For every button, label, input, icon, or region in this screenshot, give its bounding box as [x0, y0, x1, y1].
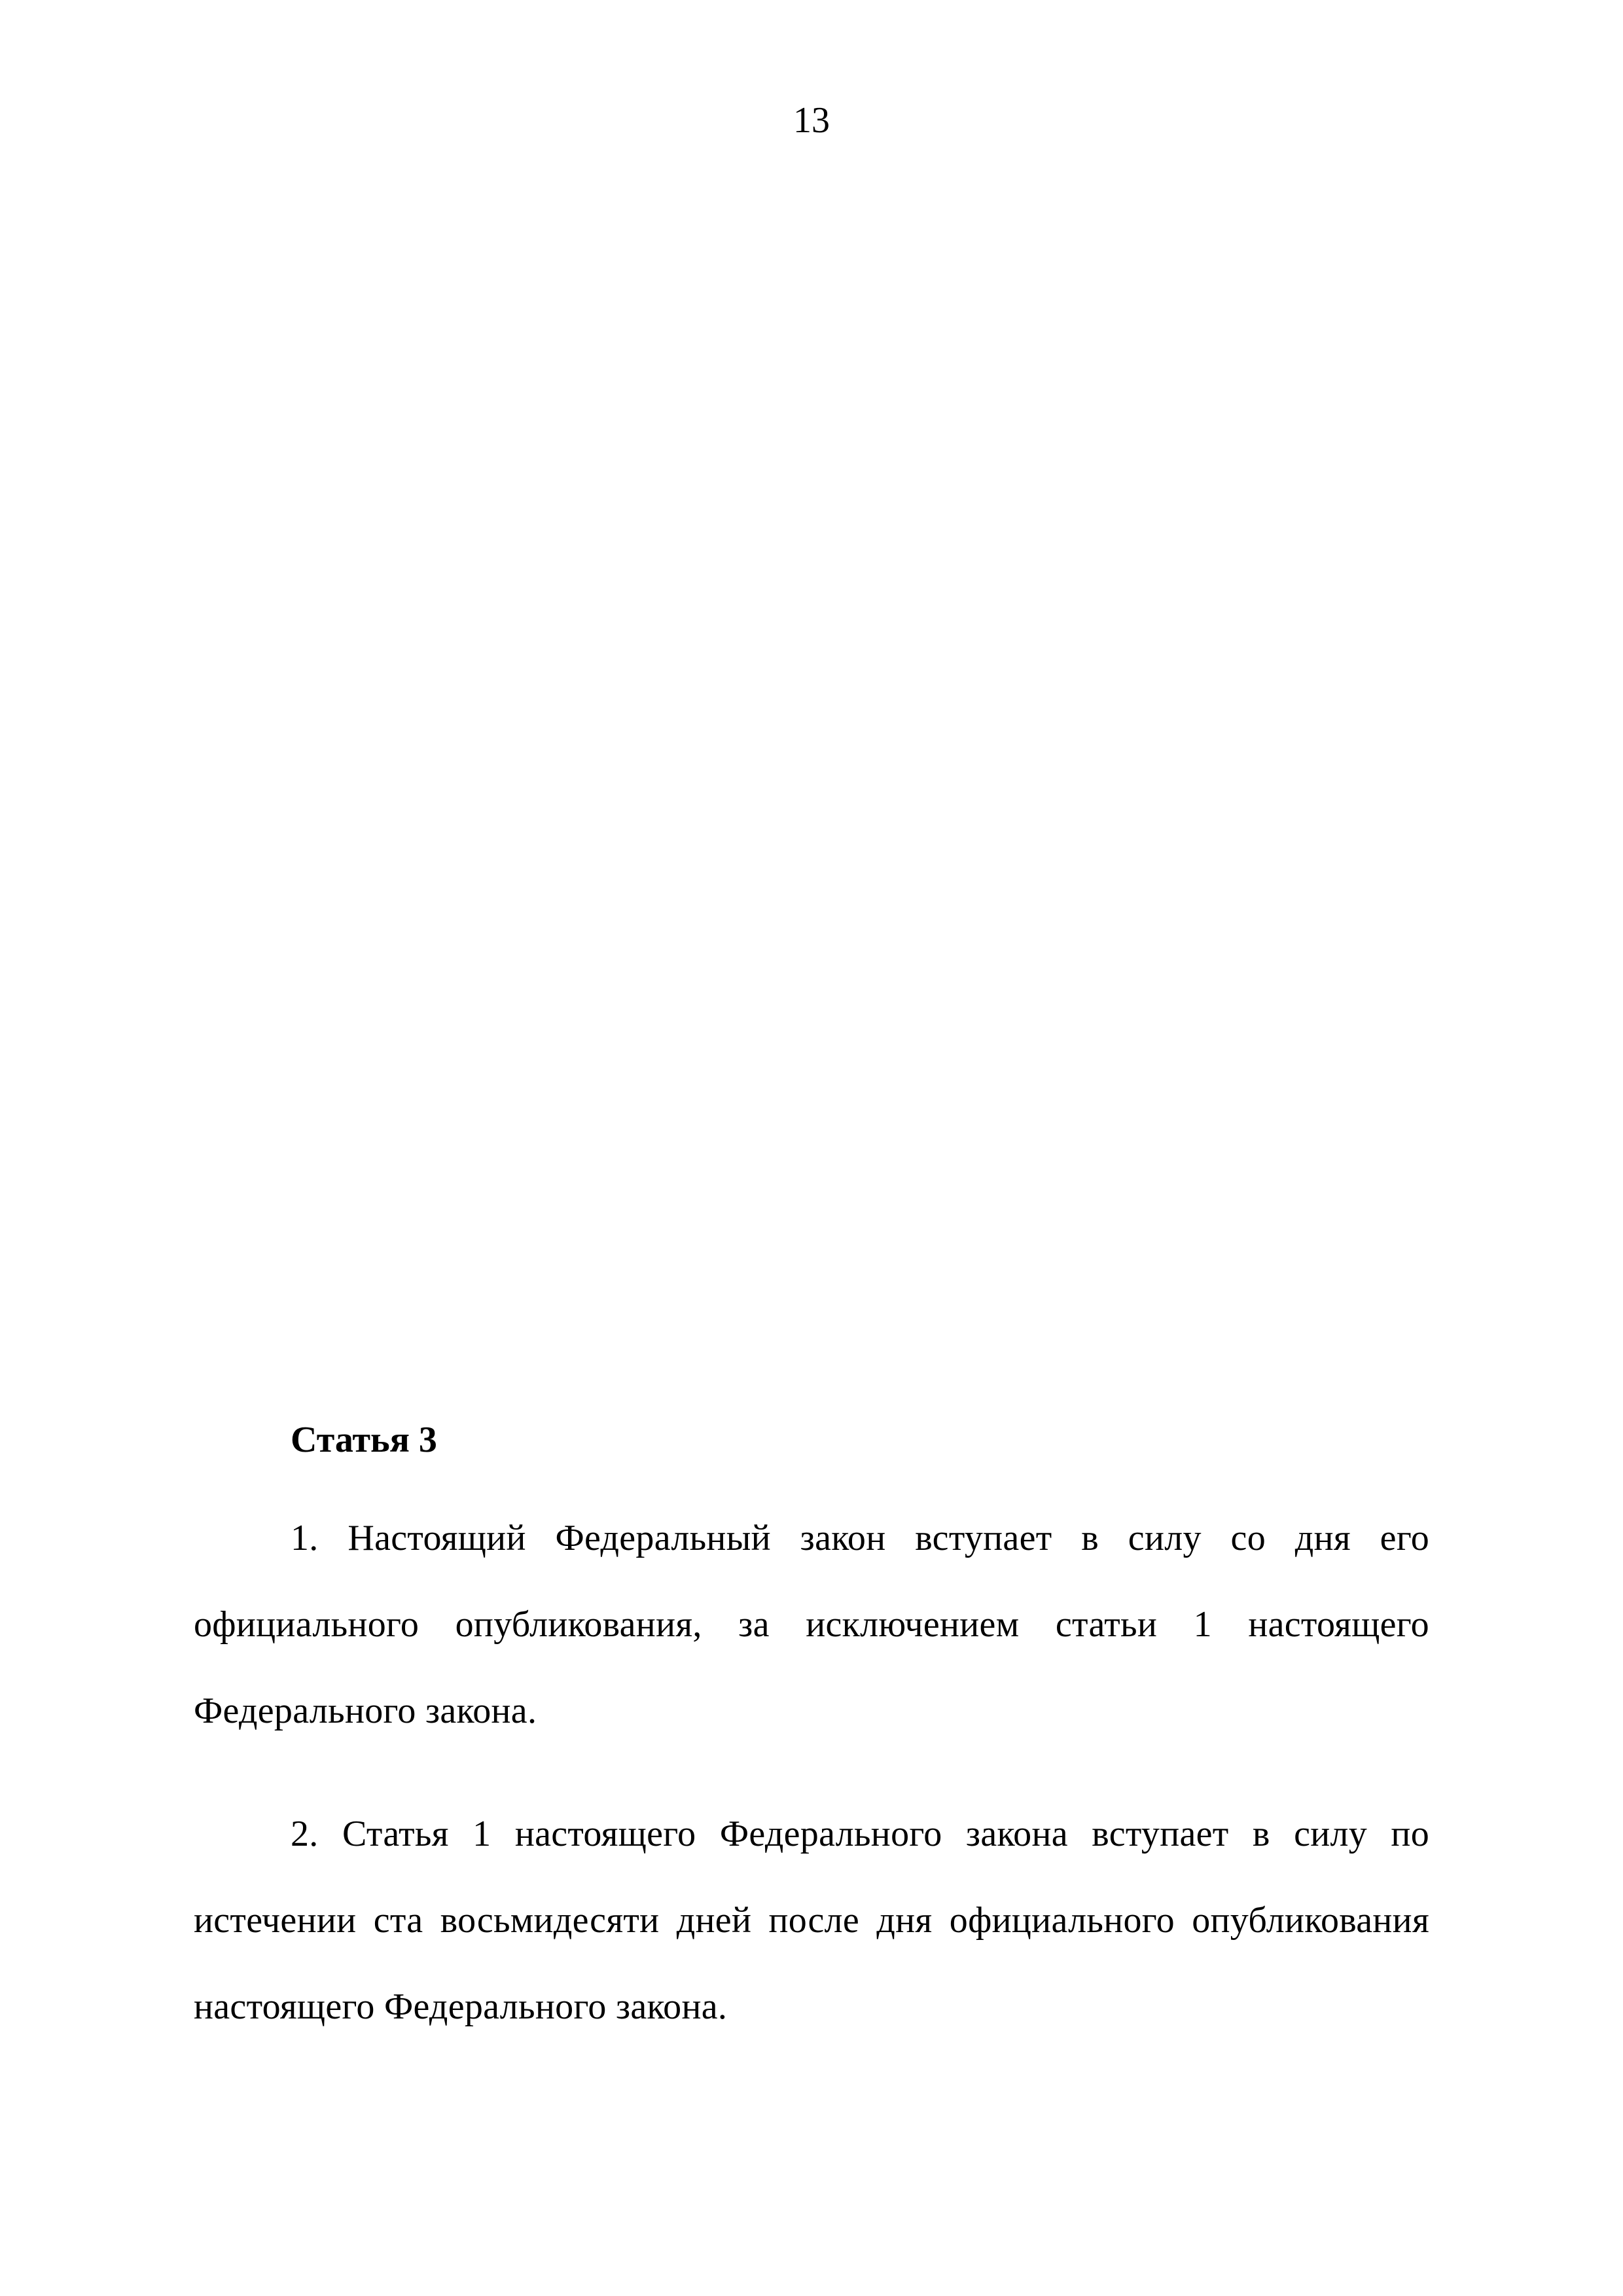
article-heading: Статья 3 — [291, 1420, 437, 1460]
article-paragraph-2: 2. Статья 1 настоящего Федерального закона вступает в силу по истечении ста восьмидесяти дней после дня официального опубликования настоящего Федерального закона. — [194, 1814, 1429, 2027]
article-paragraph-1: 1. Настоящий Федеральный закон вступает в силу со дня его официального опубликования, за исключением статьи 1 настоящего Федерального закона. — [194, 1518, 1429, 1731]
page-number: 13 — [793, 100, 830, 141]
article-section — [194, 1414, 1429, 2050]
